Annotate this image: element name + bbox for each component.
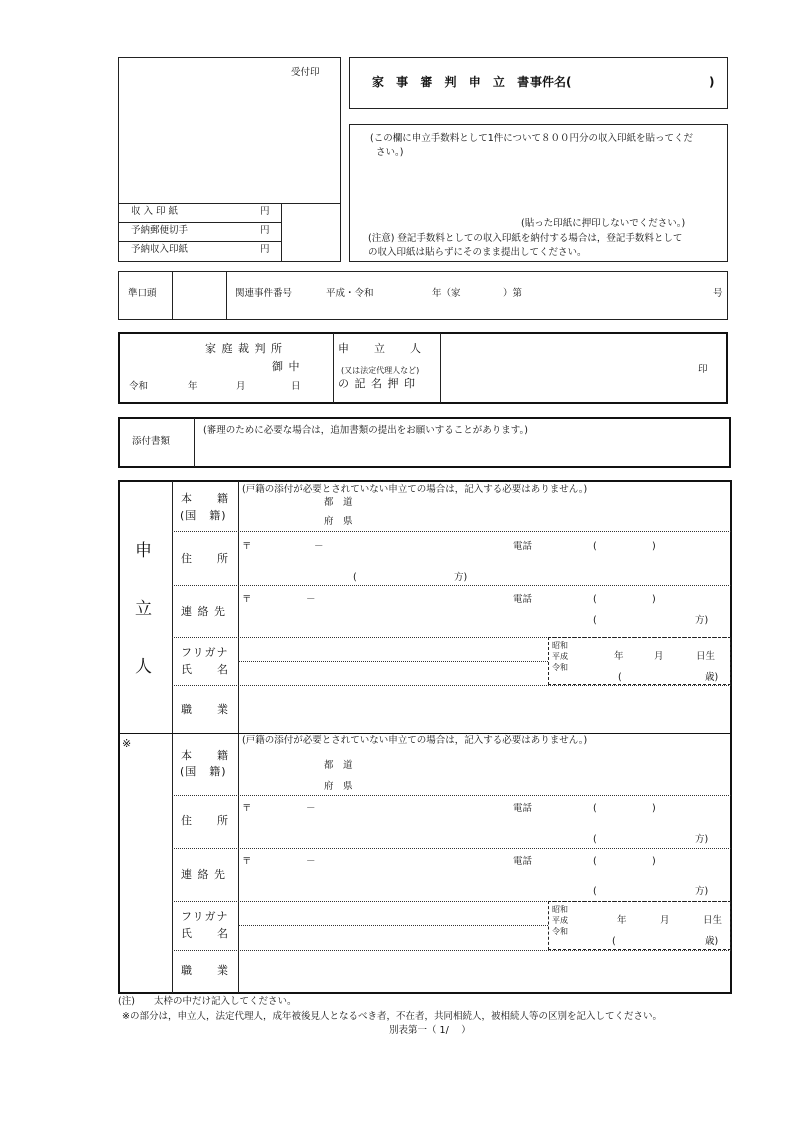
postal-dash: － [306, 594, 316, 605]
phone-label: 電話 [513, 856, 533, 867]
todo-label: 都 道 [324, 497, 353, 508]
court-name: 家 庭 裁 判 所 [205, 342, 283, 355]
address-label: 住 所 [181, 814, 229, 827]
job-label: 職 業 [181, 964, 229, 977]
birth-year: 年 [617, 915, 627, 926]
name-label: 氏 名 [181, 927, 229, 940]
todo-label: 都 道 [324, 760, 353, 771]
birth-year: 年 [614, 651, 624, 662]
paren: ) [652, 856, 656, 867]
address-label: 住 所 [181, 552, 229, 565]
era-reiwa: 令和 [552, 663, 568, 672]
postal-mark: 〒 [242, 594, 252, 605]
seal-mark: 印 [698, 364, 708, 375]
paren: ) [652, 541, 656, 552]
case-name-label: 事件名( [530, 75, 572, 89]
era-reiwa: 令和 [552, 927, 568, 936]
paren: ( [593, 615, 597, 626]
age-label: 歳) [705, 936, 719, 947]
postal-dash: － [306, 856, 316, 867]
fee-notice-text: さい。) [376, 147, 404, 158]
fee-notice-text: の収入印紙は貼らずにそのまま提出してください。 [368, 247, 587, 258]
related-go: 号 [713, 288, 723, 299]
related-year: 年（家 [432, 288, 461, 299]
era-showa: 昭和 [552, 641, 568, 650]
fee-notice-text: (貼った印紙に押印しないでください。) [521, 218, 686, 229]
date-year: 年 [188, 381, 198, 392]
date-day: 日 [291, 381, 301, 392]
kokuseki-label: (国 籍) [180, 765, 227, 778]
paren: ( [612, 936, 616, 947]
footer-note-2: ※の部分は，申立人，法定代理人，成年被後見人となるべき者，不在者，共同相続人，被相続人等の区別を記入してください。 [122, 1011, 662, 1022]
footer-note-label: (注) [118, 996, 135, 1007]
paren: ( [593, 856, 597, 867]
paren: ) [652, 594, 656, 605]
phone-label: 電話 [513, 541, 533, 552]
applicant-sign-label: の 記 名 押 印 [338, 377, 416, 390]
kata-label: 方) [695, 886, 709, 897]
attachments-label: 添付書類 [132, 436, 171, 447]
contact-label: 連 絡 先 [181, 868, 226, 881]
case-name-close: ) [709, 75, 715, 89]
applicant-side-label: 申 [135, 541, 153, 561]
contact-label: 連 絡 先 [181, 605, 226, 618]
applicant-label: 申 立 人 [338, 342, 422, 355]
postal-dash: － [306, 803, 316, 814]
honseki-label: 本 籍 [181, 492, 229, 505]
era-heisei: 平成 [552, 652, 568, 661]
postal-dash: － [314, 541, 324, 552]
job-label: 職 業 [181, 703, 229, 716]
related-case-row [118, 271, 728, 320]
stamp-row-unit: 円 [260, 244, 270, 255]
stamp-row-label: 予納郵便切手 [131, 225, 189, 236]
stamp-row-unit: 円 [260, 206, 270, 217]
paren: ( [593, 594, 597, 605]
related-era: 平成・令和 [326, 288, 374, 299]
birth-day: 日生 [696, 651, 716, 662]
furigana-label: フリガナ [181, 646, 229, 659]
jungutou-label: 準口頭 [128, 288, 157, 299]
postal-mark: 〒 [242, 803, 252, 814]
postal-mark: 〒 [242, 541, 252, 552]
kokuseki-label: (国 籍) [180, 509, 227, 522]
stamp-row-unit: 円 [260, 225, 270, 236]
postal-mark: 〒 [242, 856, 252, 867]
birth-day: 日生 [703, 915, 723, 926]
stamp-label: 受付印 [291, 67, 320, 78]
kata-label: 方) [695, 834, 709, 845]
stamp-row-label: 収 入 印 紙 [131, 206, 179, 217]
era-heisei: 平成 [552, 916, 568, 925]
paren: ( [593, 803, 597, 814]
attachments-note: (審理のために必要な場合は，追加書類の提出をお願いすることがあります。) [203, 425, 528, 436]
paren: ( [353, 572, 357, 583]
phone-label: 電話 [513, 594, 533, 605]
fuken-label: 府 県 [324, 781, 353, 792]
honseki-note: (戸籍の添付が必要とされていない申立ての場合は，記入する必要はありません。) [242, 735, 588, 746]
court-gochu: 御 中 [272, 360, 301, 373]
age-label: 歳) [705, 672, 719, 683]
birth-month: 月 [654, 651, 664, 662]
stamp-row-label: 予納収入印紙 [131, 244, 189, 255]
fee-notice-text: (注意) 登記手数料としての収入印紙を納付する場合は，登記手数料として [368, 233, 683, 244]
honseki-note: (戸籍の添付が必要とされていない申立ての場合は，記入する必要はありません。) [242, 484, 588, 495]
date-month: 月 [236, 381, 246, 392]
fuken-label: 府 県 [324, 516, 353, 527]
kata-label: 方) [454, 572, 468, 583]
related-case-label: 関連事件番号 [235, 288, 293, 299]
form-number: 別表第一（ 1/ ） [389, 1025, 471, 1036]
paren: ( [593, 541, 597, 552]
paren: ( [593, 886, 597, 897]
document-title: 家 事 審 判 申 立 書 [372, 75, 534, 89]
paren: ( [618, 672, 622, 683]
furigana-label: フリガナ [181, 910, 229, 923]
name-label: 氏 名 [181, 663, 229, 676]
birth-month: 月 [660, 915, 670, 926]
paren: ) [652, 803, 656, 814]
fee-notice-text: (この欄に申立手数料として1件について８００円分の収入印紙を貼ってくだ [370, 133, 694, 144]
kome-mark: ※ [122, 737, 133, 750]
related-dai: ）第 [503, 288, 523, 299]
applicant-note: (又は法定代理人など) [341, 366, 420, 375]
era-showa: 昭和 [552, 905, 568, 914]
kata-label: 方) [695, 615, 709, 626]
applicant-side-label: 人 [135, 657, 153, 677]
phone-label: 電話 [513, 803, 533, 814]
date-reiwa: 令和 [129, 381, 149, 392]
paren: ( [593, 834, 597, 845]
honseki-label: 本 籍 [181, 749, 229, 762]
footer-note-1: 太枠の中だけ記入してください。 [154, 996, 297, 1007]
applicant-side-label: 立 [135, 599, 153, 619]
